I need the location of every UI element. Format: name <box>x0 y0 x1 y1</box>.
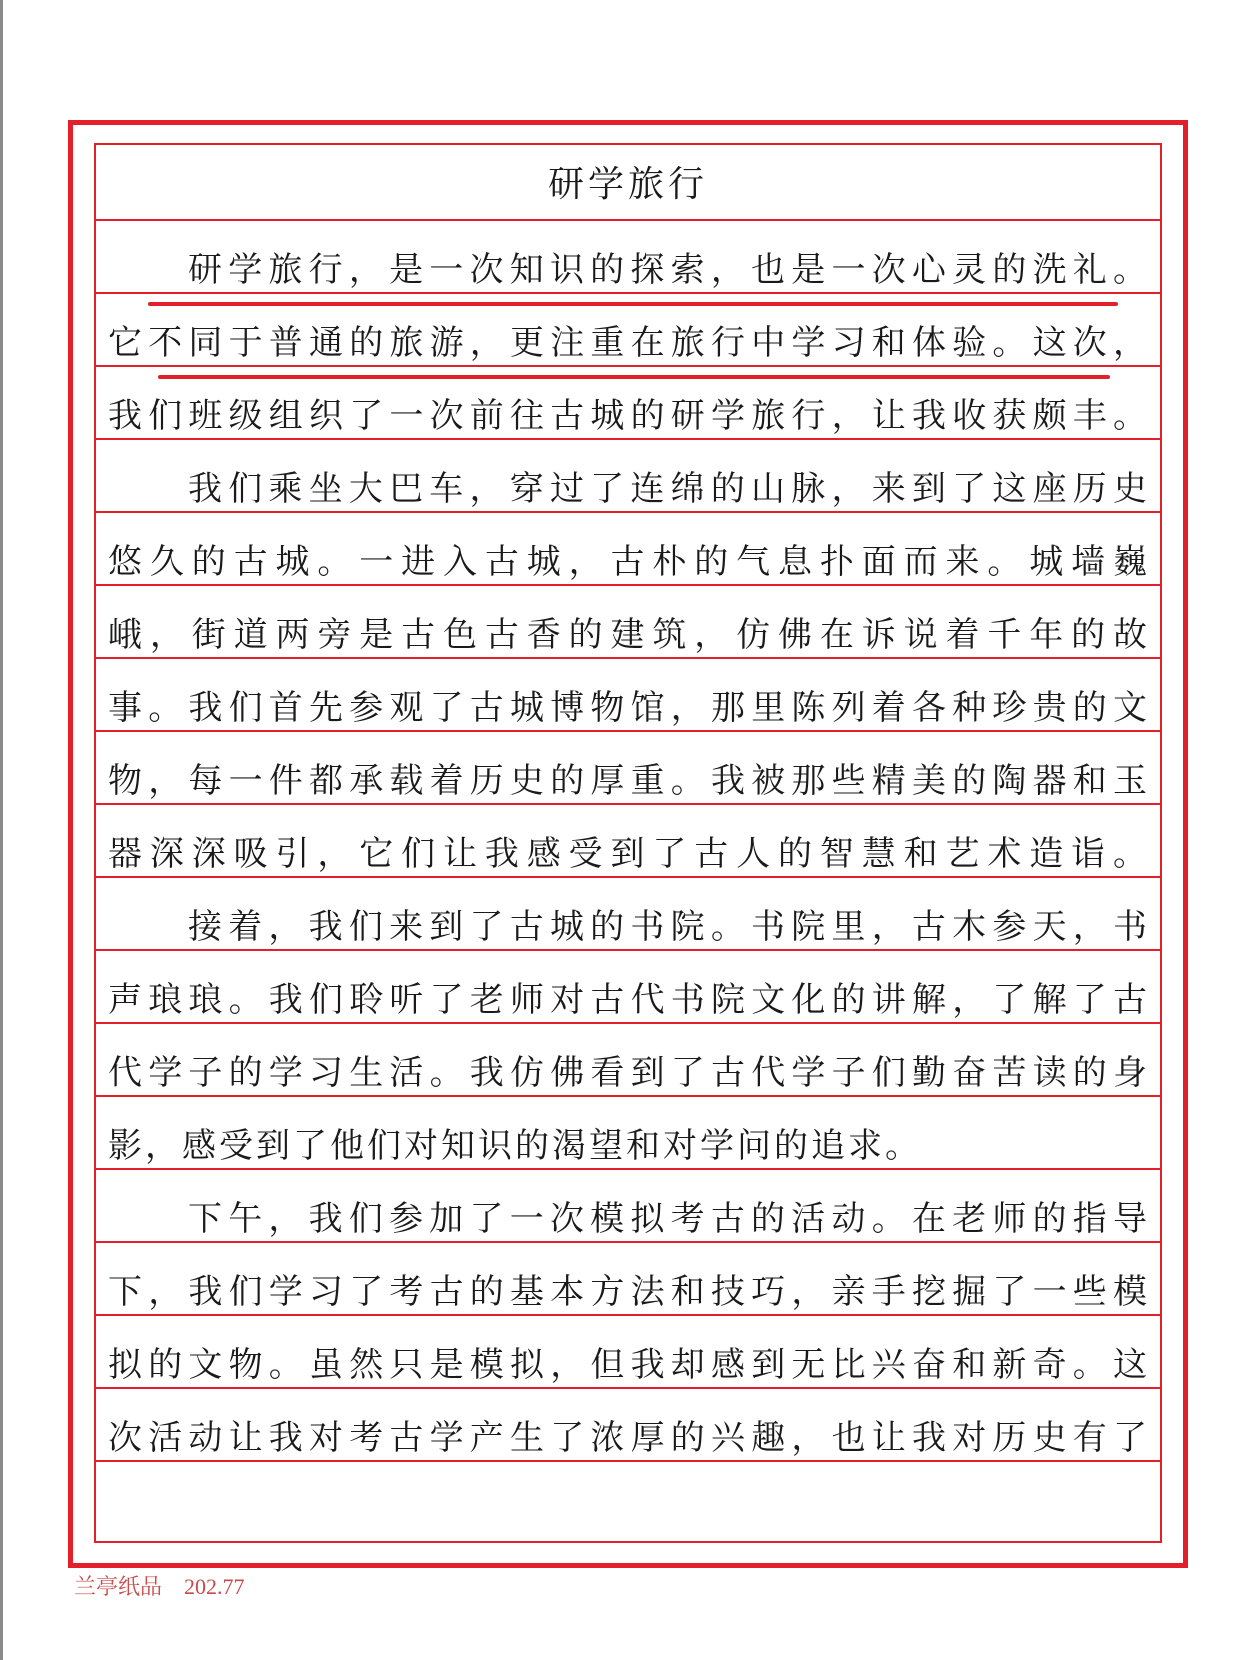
essay-line: 研学旅行，是一次知识的探索，也是一次心灵的洗礼。 <box>188 250 1150 290</box>
page-left-edge <box>0 0 3 1660</box>
essay-line: 接着，我们来到了古城的书院。书院里，古木参天，书 <box>188 907 1150 947</box>
essay-line: 物，每一件都承载着历史的厚重。我被那些精美的陶器和玉 <box>108 761 1150 801</box>
essay-line: 次活动让我对考古学产生了浓厚的兴趣，也让我对历史有了 <box>108 1418 1150 1458</box>
brand-name: 兰亭纸品 <box>74 1575 163 1600</box>
paper-brand-footer <box>74 1570 245 1601</box>
red-underline <box>158 375 1110 379</box>
essay-line: 事。我们首先参观了古城博物馆，那里陈列着各种珍贵的文 <box>108 688 1150 728</box>
essay-line: 峨，街道两旁是古色古香的建筑，仿佛在诉说着千年的故 <box>108 615 1150 655</box>
essay-line: 我们班级组织了一次前往古城的研学旅行，让我收获颇丰。 <box>108 396 1150 436</box>
essay-line: 代学子的学习生活。我仿佛看到了古代学子们勤奋苦读的身 <box>108 1053 1150 1093</box>
product-code: 202.77 <box>184 1574 245 1599</box>
essay-line: 悠久的古城。一进入古城，古朴的气息扑面而来。城墙巍 <box>108 542 1150 582</box>
red-underline <box>148 302 1118 306</box>
essay-line: 声琅琅。我们聆听了老师对古代书院文化的讲解，了解了古 <box>108 980 1150 1020</box>
essay-line: 我们乘坐大巴车，穿过了连绵的山脉，来到了这座历史 <box>188 469 1150 509</box>
essay-line: 拟的文物。虽然只是模拟，但我却感到无比兴奋和新奇。这 <box>108 1345 1150 1385</box>
essay-line: 它不同于普通的旅游，更注重在旅行中学习和体验。这次， <box>108 323 1150 363</box>
essay-title: 研学旅行 <box>547 164 708 205</box>
essay-line: 影，感受到了他们对知识的渴望和对学问的追求。 <box>108 1126 922 1166</box>
essay-line: 下午，我们参加了一次模拟考古的活动。在老师的指导 <box>188 1199 1150 1239</box>
essay-line: 器深深吸引，它们让我感受到了古人的智慧和艺术造诣。 <box>108 834 1150 874</box>
essay-line: 下，我们学习了考古的基本方法和技巧，亲手挖掘了一些模 <box>108 1272 1150 1312</box>
